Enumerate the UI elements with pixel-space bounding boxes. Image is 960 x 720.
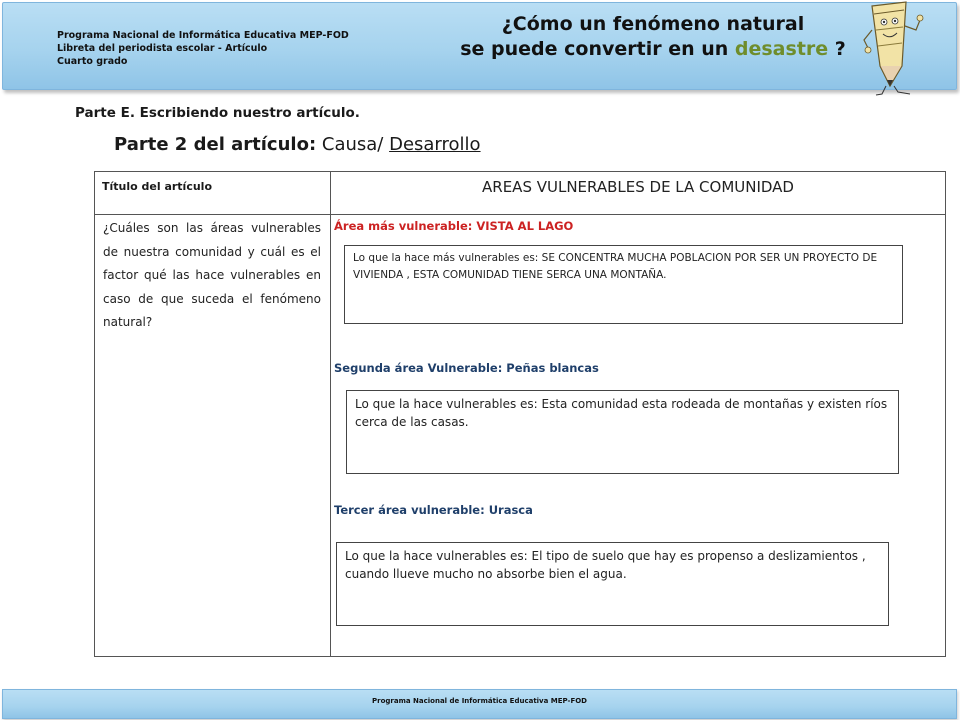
answer-text-3: Lo que la hace vulnerables es: El tipo de suelo que hay es propenso a deslizamientos , cuando llueve mucho no absorbe bien el agua.	[345, 549, 866, 581]
answer-text-2: Lo que la hace vulnerables es: Esta comunidad esta rodeada de montañas y existen ríos cerca de las casas.	[355, 397, 888, 429]
table-divider-horizontal	[95, 214, 945, 215]
pencil-character-icon	[862, 0, 928, 98]
title-line-1: ¿Cómo un fenómeno natural	[501, 13, 805, 35]
area-label-2: Segunda área Vulnerable: Peñas blancas	[334, 361, 599, 375]
subsection-heading	[114, 134, 481, 155]
area-label-1: Área más vulnerable: VISTA AL LAGO	[334, 219, 574, 233]
answer-box-3	[336, 542, 889, 626]
answer-box-2	[346, 390, 899, 474]
guiding-question: ¿Cuáles son las áreas vulnerables de nuestra comunidad y cuál es el factor qué las hace vulnerables en caso de que suceda el fenómeno natural?	[103, 221, 321, 329]
answer-box-1	[344, 245, 903, 324]
title-accent-word: desastre	[734, 38, 829, 60]
subsection-heading-bold: Parte 2 del artículo:	[114, 134, 317, 155]
subsection-heading-underlined: Desarrollo	[389, 134, 481, 155]
program-line: Libreta del periodista escolar - Artículo	[57, 43, 268, 54]
article-table	[94, 171, 946, 657]
answer-text-1: Lo que la hace más vulnerables es: SE CONCENTRA MUCHA POBLACION POR SER UN PROYECTO DE VIVIENDA , ESTA COMUNIDAD TIENE SERCA UNA MONTAÑA.	[353, 252, 878, 281]
footer-banner	[2, 689, 957, 719]
title-line-2-end: ?	[828, 38, 846, 60]
article-title-label: Título del artículo	[102, 180, 213, 193]
program-line: Programa Nacional de Informática Educativa MEP-FOD	[57, 30, 349, 41]
page-title	[443, 12, 863, 62]
program-info	[57, 29, 349, 68]
title-line-2-start: se puede convertir en un	[460, 38, 735, 60]
title-line-2	[443, 37, 863, 62]
table-divider-vertical	[330, 172, 331, 656]
footer-text: Programa Nacional de Informática Educativa MEP-FOD	[371, 697, 587, 705]
area-label-3: Tercer área vulnerable: Urasca	[334, 503, 533, 517]
subsection-heading-plain: Causa/	[316, 134, 390, 155]
section-heading: Parte E. Escribiendo nuestro artículo.	[75, 105, 360, 121]
article-title-value: AREAS VULNERABLES DE LA COMUNIDAD	[482, 178, 794, 196]
header-banner	[2, 2, 957, 90]
program-line: Cuarto grado	[57, 56, 128, 67]
